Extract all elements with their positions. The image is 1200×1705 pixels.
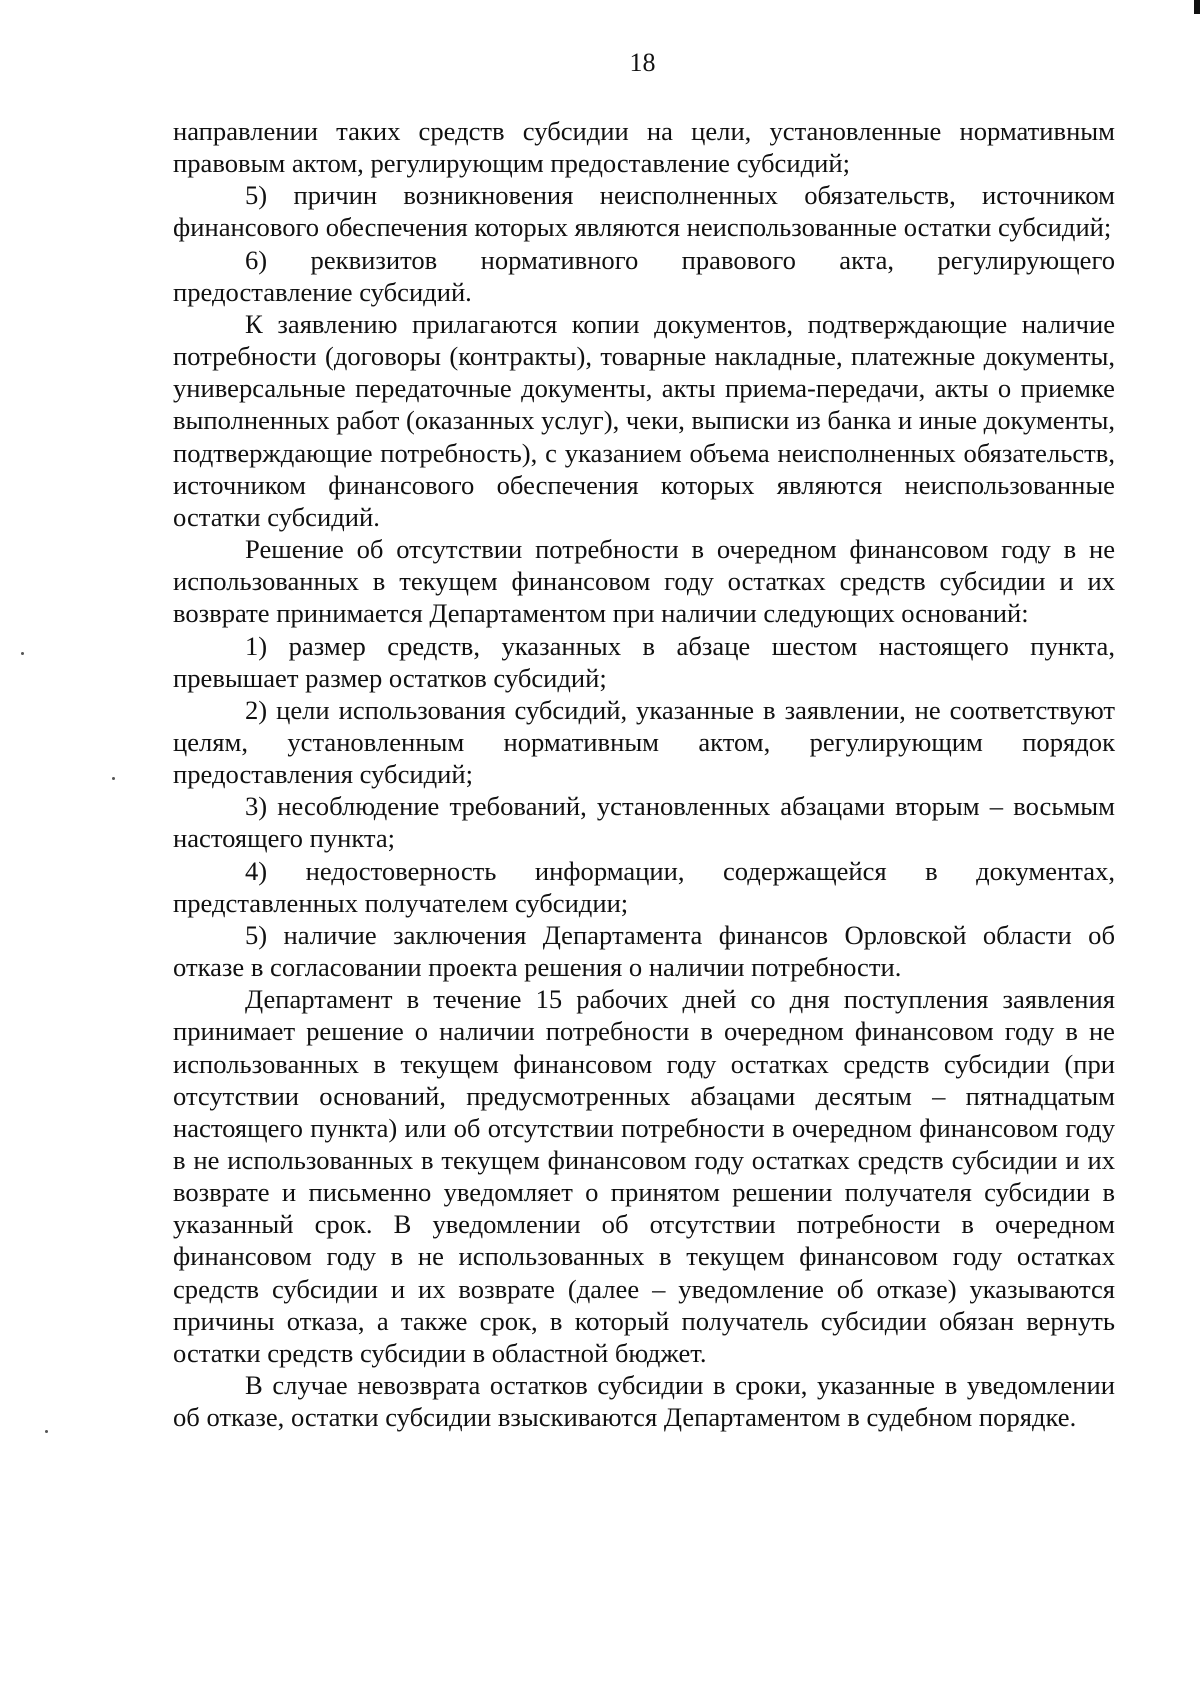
paragraph-6: 1) размер средств, указанных в абзаце шестом настоящего пункта, превышает размер остатков субсидий;	[173, 630, 1115, 693]
paragraph-2: 5) причин возникновения неисполненных обязательств, источником финансового обеспечения которых являются неиспользованные остатки субсидий;	[173, 180, 1115, 243]
paragraph-11: Департамент в течение 15 рабочих дней со дня поступления заявления принимает решение о наличии потребности в очередном финансовом году в не использованных в текущем финансовом году остатках средств субсидии (при отсутствии оснований, предусмотренных абзацами десятым – пятнадцатым настоящего пункта) или об отсутствии потребности в очередном финансовом году в не использованных в текущем финансовом году остатках средств субсидии и их возврате и письменно уведомляет о принятом решении получателя субсидии в указанный срок. В уведомлении об отсутствии потребности в очередном финансовом году в не использованных в текущем финансовом году остатках средств субсидии и их возврате (далее – уведомление об отказе) указываются причины отказа, а также срок, в который получатель субсидии обязан вернуть остатки средств субсидии в областной бюджет.	[173, 984, 1115, 1368]
paragraph-9: 4) недостоверность информации, содержащейся в документах, представленных получателем субсидии;	[173, 855, 1115, 918]
paragraph-10: 5) наличие заключения Департамента финансов Орловской области об отказе в согласовании проекта решения о наличии потребности.	[173, 919, 1115, 983]
page-number: 18	[629, 48, 656, 77]
document-body	[173, 115, 1115, 1433]
paragraph-5: Решение об отсутствии потребности в очередном финансовом году в не использованных в текущем финансовом году остатках средств субсидии и их возврате принимается Департаментом при наличии следующих оснований:	[173, 534, 1115, 629]
paragraph-4: К заявлению прилагаются копии документов, подтверждающие наличие потребности (договоры (контракты), товарные накладные, платежные документы, универсальные передаточные документы, акты приема-передачи, акты о приемке выполненных работ (оказанных услуг), чеки, выписки из банка и иные документы, подтверждающие потребность), с указанием объема неисполненных обязательств, источником финансового обеспечения которых являются неиспользованные остатки субсидий.	[173, 308, 1115, 532]
paragraph-1: направлении таких средств субсидии на цели, установленные нормативным правовым актом, регулирующим предоставление субсидий;	[173, 116, 1115, 179]
paragraph-7: 2) цели использования субсидий, указанные в заявлении, не соответствуют целям, установленным нормативным актом, регулирующим порядок предоставления субсидий;	[173, 694, 1115, 790]
scan-speck	[112, 777, 115, 780]
paragraph-12: В случае невозврата остатков субсидии в сроки, указанные в уведомлении об отказе, остатки субсидии взыскиваются Департаментом в судебном порядке.	[173, 1370, 1115, 1433]
paragraph-8: 3) несоблюдение требований, установленных абзацами вторым – восьмым настоящего пункта;	[173, 791, 1115, 854]
paragraph-3: 6) реквизитов нормативного правового акта, регулирующего предоставление субсидий.	[173, 244, 1115, 307]
scan-corner-mark	[1194, 0, 1200, 14]
scan-speck	[45, 1430, 48, 1433]
scan-speck	[21, 652, 24, 655]
